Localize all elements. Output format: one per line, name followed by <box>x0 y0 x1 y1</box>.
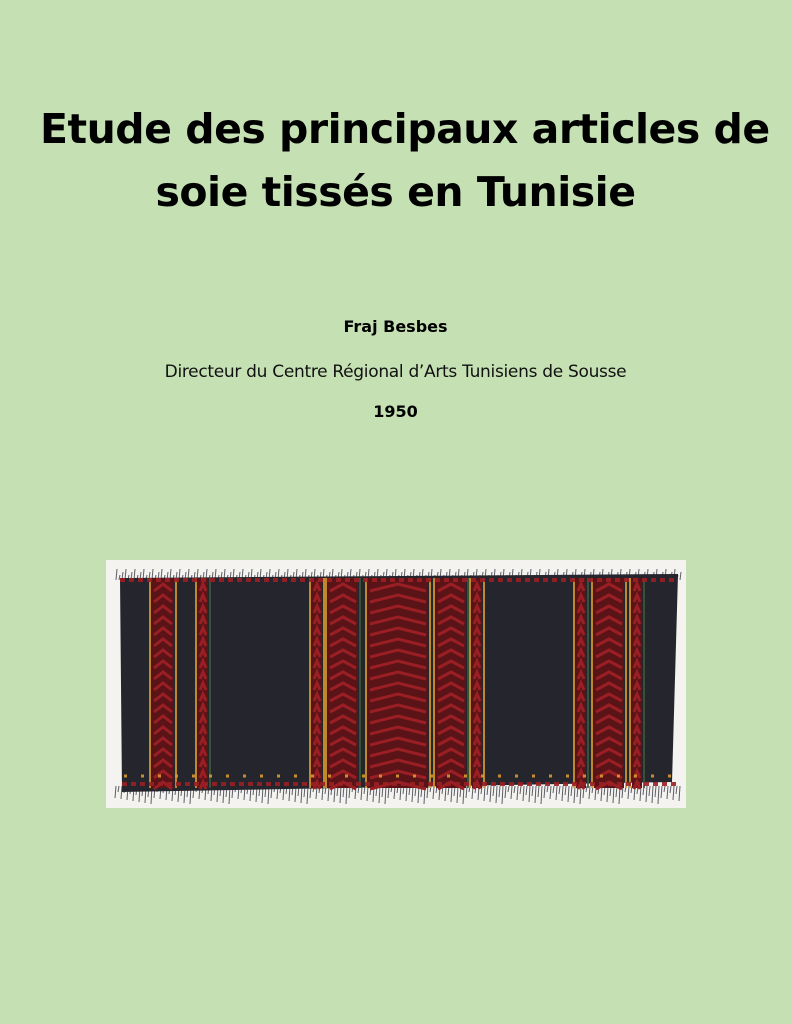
textile-stripe <box>643 578 645 788</box>
title-line-1: Etude des principaux articles de <box>40 105 770 153</box>
textile-stripe <box>629 578 631 788</box>
textile-stripe <box>469 578 471 788</box>
textile-stripe <box>195 578 197 788</box>
textile-photo <box>106 560 686 808</box>
textile-stripe <box>309 578 311 788</box>
textile-stripe <box>359 578 361 788</box>
author-affiliation: Directeur du Centre Régional d’Arts Tunisiens de Sousse <box>164 362 627 382</box>
textile-stripe <box>625 578 627 788</box>
textile-stripe <box>433 578 435 788</box>
textile-stripe <box>467 578 469 788</box>
textile-stripe <box>573 578 575 788</box>
author-name: Fraj Besbes <box>343 317 448 336</box>
title-line-2: soie tissés en Tunisie <box>155 168 636 216</box>
textile-stripe <box>175 578 177 788</box>
textile-stripe <box>429 578 431 788</box>
textile-stripe <box>209 578 211 788</box>
textile-stripe <box>149 578 151 788</box>
document-title <box>40 98 770 224</box>
textile-stripe <box>325 578 327 788</box>
textile-stripe <box>365 578 367 788</box>
textile-stripe <box>323 578 325 788</box>
textile-stripe <box>483 578 485 788</box>
textile-illustration <box>106 560 686 808</box>
textile-stripe <box>591 578 593 788</box>
textile-stripe <box>587 578 589 788</box>
publication-year: 1950 <box>373 402 418 421</box>
